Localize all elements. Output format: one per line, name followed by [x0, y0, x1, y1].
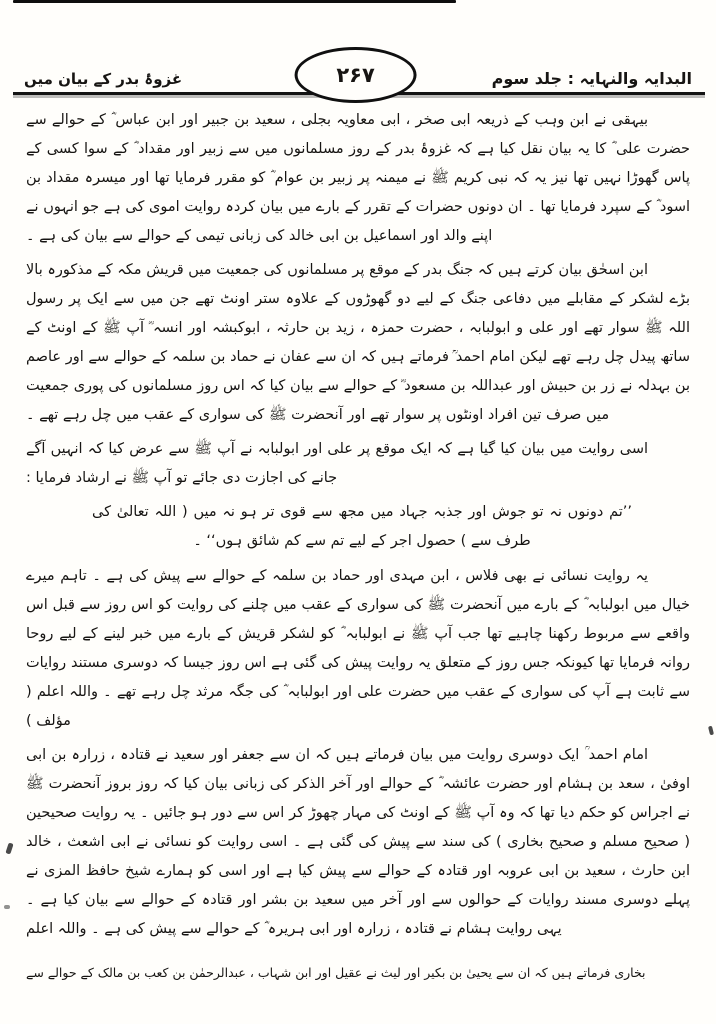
- page-number-badge: [295, 47, 417, 103]
- body-paragraph-4: یہ روایت نسائی نے بھی فلاس ، ابن مہدی اور حماد بن سلمہ کے حوالے سے پیش کی ہے ۔ تاہم میرے خیال میں ابولبابہ ؓ کے بارے میں آنحضرت ﷺ کی سواری کے عقب میں چلنے کی روایت کو اس روز سے قبل اس واقعے سے مربوط رکھنا چاہیے تھا جب آپ ﷺ نے ابولبابہ ؓ کو لشکر قریش کے بارے میں خبر لینے کے لیے روحا روانہ فرمایا تھا کیونکہ جس روز کے متعلق یہ روایت پیش کی گئی ہے اس روز جیسا کہ دوسری مستند روایات سے ثابت ہے آپ کی سواری کے عقب میں حضرت علی اور ابولبابہ ؓ کی جگہ مرثد چل رہے تھے ۔ واللہ اعلم ( مؤلف ): [26, 568, 690, 729]
- body-paragraph-3: اسی روایت میں بیان کیا گیا ہے کہ ایک موقع پر علی اور ابولبابہ نے آپ ﷺ سے عرض کیا کہ انہیں آگے جانے کی اجازت دی جائے تو آپ ﷺ نے ارشاد فرمایا :: [26, 441, 648, 486]
- footnote-line: بخاری فرماتے ہیں کہ ان سے یحییٰ بن بکیر اور لیث نے عقیل اور ابن شہاب ، عبدالرحمٰن بن کعب بن مالک کے حوالے سے: [26, 965, 646, 980]
- book-title: البدایہ والنہایہ : جلد سوم: [491, 69, 692, 88]
- quote-line-2: شائق ہوں‘‘ ۔: [193, 533, 280, 549]
- page-number: ۲۶۷: [336, 63, 375, 87]
- chapter-title: غزوۂ بدر کے بیان میں: [24, 70, 183, 88]
- hadith-quote-block: [92, 498, 632, 556]
- scan-edge-line: [13, 0, 456, 3]
- scan-speck: [4, 905, 10, 909]
- body-paragraph-1: بیہقی نے ابن وہب کے ذریعہ ابی صخر ، ابی معاویہ بجلی ، سعید بن جبیر اور ابن عباس ؓ کے حوالے سے حضرت علی ؓ کا یہ بیان نقل کیا ہے کہ غزوۂ بدر کے روز مسلمانوں میں سے زبیر اور مقداد ؓ کے سوا کسی کے پاس گھوڑا نہیں تھا نیز یہ کہ نبی کریم ﷺ نے میمنہ پر زبیر بن عوام ؓ کو مقرر فرمایا تھا اور میسرہ مقداد بن اسود ؓ کے سپرد فرمایا تھا ۔ ان دونوں حضرات کے تقرر کے بارے میں بیان کردہ روایت اموی کی ہے جو انہوں نے اپنے والد اور اسماعیل بن ابی خالد کی زبانی تیمی کے حوالے سے بیان کی ہے ۔: [26, 112, 690, 244]
- body-paragraph-2: ابن اسحٰق بیان کرتے ہیں کہ جنگ بدر کے موقع پر مسلمانوں کی جمعیت میں قریش مکہ کے مذکورہ بالا بڑے لشکر کے مقابلے میں دفاعی جنگ کے لیے دو گھوڑوں کے علاوہ ستر اونٹ تھے جن میں سے ایک پر رسول اللہ ﷺ سوار تھے اور علی و ابولبابہ ، حضرت حمزہ ، زید بن حارثہ ، ابوکبشہ اور انسہ ؓ آپ ﷺ کے اونٹ کے ساتھ پیدل چل رہے تھے لیکن امام احمد ؒ فرماتے ہیں کہ ان سے عفان نے حماد بن سلمہ کے حوالے سے اور عاصم بن بہدلہ نے زر بن حبیش اور عبداللہ بن مسعود ؓ کے حوالے سے بیان کیا کہ اس روز مسلمانوں کی پوری جمعیت میں صرف تین افراد اونٹوں پر سوار تھے اور آنحضرت ﷺ کی سواری کے عقب میں چل رہے تھے ۔: [26, 262, 690, 423]
- body-paragraph-5: امام احمد ؒ ایک دوسری روایت میں بیان فرماتے ہیں کہ ان سے جعفر اور سعید نے قتادہ ، زرارہ بن ابی اوفیٰ ، سعد بن ہشام اور حضرت عائشہ ؓ کے حوالے اور آخر الذکر کی زبانی بیان کیا کہ روز بروز آنحضرت ﷺ نے اجراس کو حکم دیا تھا کہ وہ آپ ﷺ کے اونٹ کی مہار چھوڑ کر اس سے دور ہو جائیں ۔ یہ روایت صحیحین ( صحیح مسلم و صحیح بخاری ) کی سند سے پیش کی گئی ہے ۔ اسی روایت کو نسائی نے ابی اشعث ، خالد ابن حارث ، سعید بن ابی عروبہ اور قتادہ کے حوالے سے پیش کیا ہے اور اسی کو ہمارے شیخ حافظ المزی نے پہلے دوسری مسند روایات کے حوالوں سے اور آخر میں سعید بن بشر اور قتادہ کے حوالے سے بیان کیا ہے ۔ یہی روایت ہشام نے قتادہ ، زرارہ اور ابی ہریرہ ؓ کے حوالے سے پیش کی ہے ۔ واللہ اعلم: [26, 747, 690, 937]
- scan-speck: [708, 726, 714, 736]
- scan-speck: [5, 842, 13, 854]
- page-body-text: [26, 106, 690, 998]
- quote-line-1: ’’تم دونوں نہ تو جوش اور جذبہ جہاد میں مجھ سے قوی تر ہو نہ میں ( اللہ تعالیٰ کی طرف سے ) حصول اجر کے لیے تم سے کم: [92, 504, 632, 549]
